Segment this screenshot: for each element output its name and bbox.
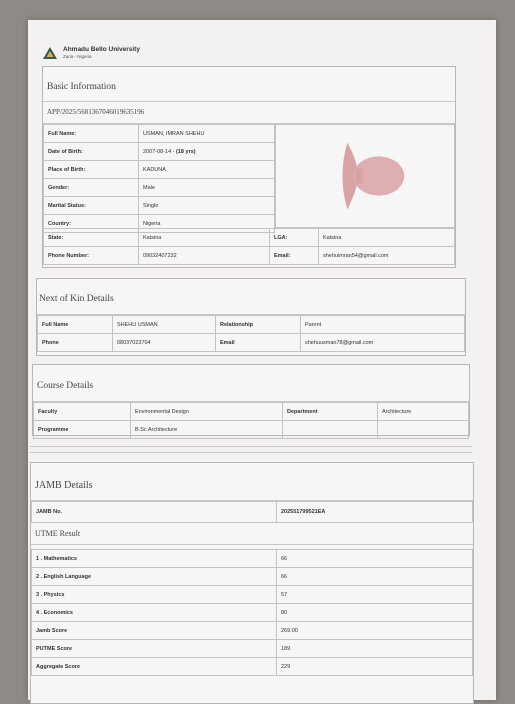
course-details-section (32, 364, 470, 436)
jamb-details-section (30, 462, 474, 704)
table-row: 3 . Physics 57 (32, 586, 473, 604)
table-row: Faculty Environmental Design Department Architecture (34, 403, 469, 421)
table-row: Date of Birth: 2007-08-14 - (18 yrs) (44, 143, 275, 161)
table-row: Marital Status: Single (44, 197, 275, 215)
table-row: Aggregate Score 229 (32, 658, 473, 676)
jamb-number-table (31, 501, 473, 523)
table-row: Country: Nigeria (44, 215, 275, 233)
table-row: 4 . Economics 80 (32, 604, 473, 622)
table-row: JAMB No. 202551799521EA (32, 502, 473, 523)
table-row: Full Name: USMAN, IMRAN SHEHU (44, 125, 275, 143)
utme-result-title: UTME Result (35, 529, 81, 538)
table-row: Gender: Male (44, 179, 275, 197)
basic-contact-table (43, 228, 455, 265)
university-location: Zaria - Nigeria (63, 54, 92, 59)
table-row: Phone 08037023704 Email shehuusman78@gmail.com (38, 334, 465, 352)
basic-information-section (42, 66, 456, 268)
next-of-kin-section (36, 278, 466, 356)
table-row: PUTME Score 189 (32, 640, 473, 658)
next-of-kin-title: Next of Kin Details (39, 294, 114, 304)
university-logo-icon (42, 46, 58, 60)
application-id: APP/2025/5681367046019635196 (47, 108, 145, 116)
basic-information-title: Basic Information (47, 82, 116, 92)
application-form-page (28, 20, 496, 700)
table-row: State: Katsina LGA: Katsina (44, 229, 455, 247)
jamb-details-title: JAMB Details (35, 480, 93, 491)
table-row: Place of Birth: KADUNA (44, 161, 275, 179)
course-details-table (33, 402, 469, 439)
utme-result-table (31, 549, 473, 676)
university-name: Ahmadu Bello University (63, 46, 140, 53)
table-row: Programme B.Sc Architecture (34, 421, 469, 439)
university-header (42, 44, 140, 62)
table-row: 1 . Mathematics 66 (32, 550, 473, 568)
table-row: Full Name SHEHU USMAN Relationship Parent (38, 316, 465, 334)
passport-photo (275, 124, 455, 228)
course-details-title: Course Details (37, 381, 94, 391)
table-row: 2 . English Language 66 (32, 568, 473, 586)
table-row: Phone Number: 09032407232 Email: shehuimran54@gmail.com (44, 247, 455, 265)
basic-info-table (43, 124, 275, 233)
table-row: Jamb Score 269.00 (32, 622, 473, 640)
next-of-kin-table (37, 315, 465, 352)
